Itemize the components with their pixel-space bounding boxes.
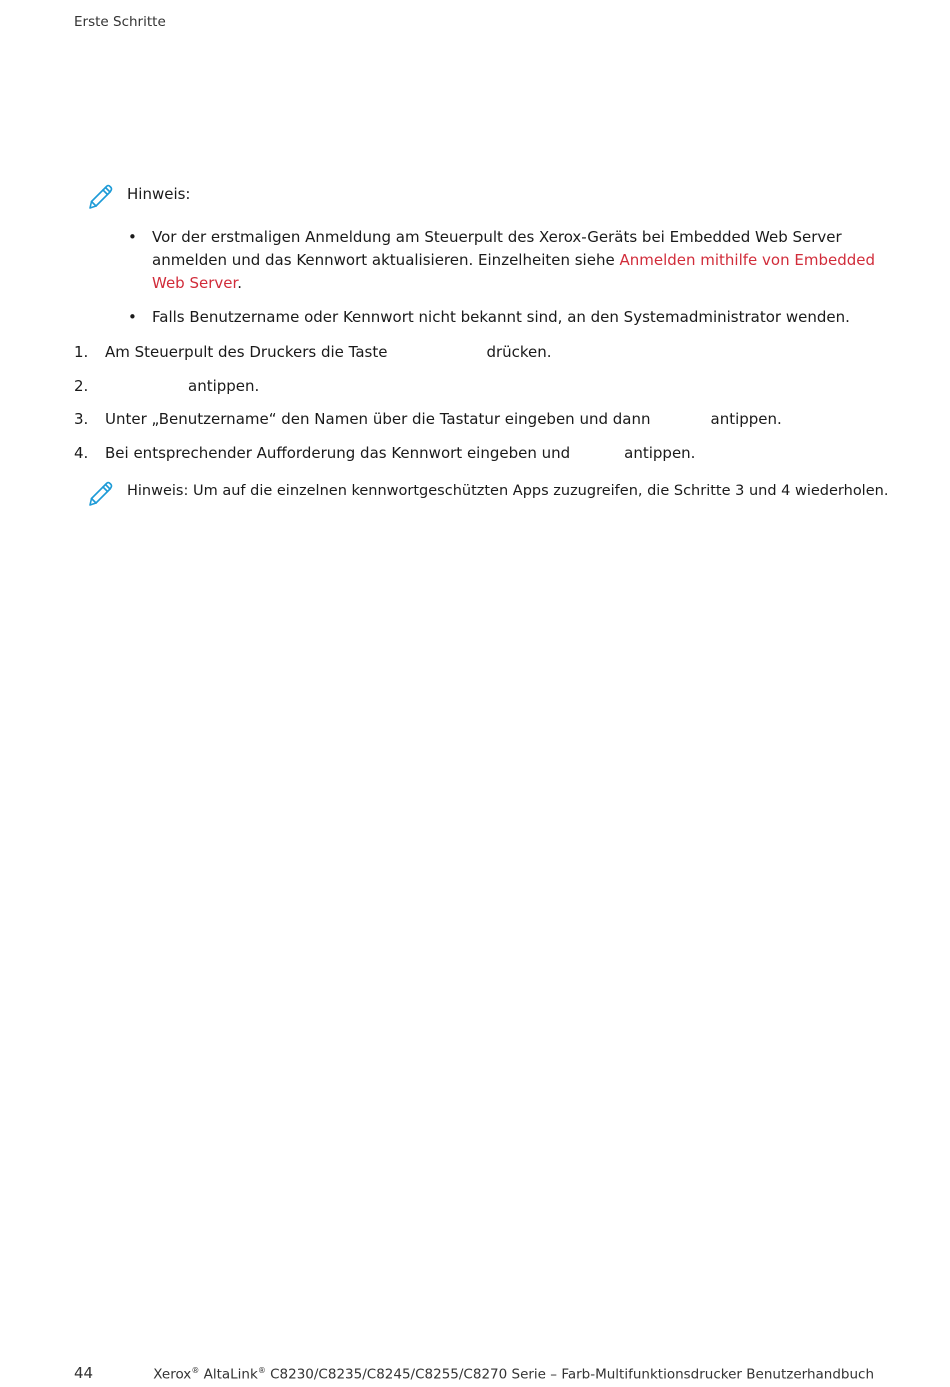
bullet-text-end: . — [237, 274, 243, 292]
step-number: 1. — [74, 343, 89, 361]
bullet-text: Vor der erstmaligen Anmeldung am Steuerpult des Xerox-Geräts bei Embedded Web Server anmelden und das Kennwort aktualisieren. Einzelheiten siehe — [152, 228, 842, 269]
note-bullet — [128, 306, 878, 329]
product-name: AltaLink — [203, 1366, 258, 1383]
bullet-dot: • — [128, 308, 137, 326]
running-header: Erste Schritte — [74, 14, 166, 30]
step-number: 3. — [74, 410, 89, 428]
note-label: Hinweis: — [127, 185, 191, 203]
step-text: Unter „Benutzername“ den Namen über die Tastatur eingeben und dann — [105, 410, 651, 428]
brand-name: Xerox — [153, 1366, 192, 1383]
registered-mark: ® — [257, 1366, 266, 1375]
step-text: Am Steuerpult des Druckers die Taste — [105, 343, 388, 361]
page-number: 44 — [74, 1364, 94, 1382]
step-2 — [74, 375, 259, 397]
note-text: Hinweis: Um auf die einzelnen kennwortgeschützten Apps zuzugreifen, die Schritte 3 und 4 wiederholen. — [127, 483, 889, 499]
step-text-end: antippen. — [710, 410, 782, 428]
step-3 — [74, 408, 782, 430]
document-title — [153, 1366, 874, 1383]
bullet-dot: • — [128, 228, 137, 246]
step-1 — [74, 341, 552, 363]
step-text-end: antippen. — [188, 377, 260, 395]
step-text-end: antippen. — [624, 444, 696, 462]
pencil-icon — [86, 480, 114, 508]
document-title-rest: C8230/C8235/C8245/C8255/C8270 Serie – Farb-Multifunktionsdrucker Benutzerhandbuch — [265, 1366, 874, 1383]
step-4 — [74, 442, 695, 464]
registered-mark: ® — [191, 1366, 200, 1375]
pencil-icon — [86, 183, 114, 211]
note-hint-repeat — [86, 480, 888, 508]
bullet-text: Falls Benutzername oder Kennwort nicht bekannt sind, an den Systemadministrator wenden. — [152, 308, 850, 326]
step-number: 2. — [74, 377, 89, 395]
embedded-web-server-link[interactable]: Anmelden mithilfe von Embedded Web Server — [152, 251, 876, 292]
note-hint — [86, 183, 191, 211]
note-bullet — [128, 226, 878, 295]
step-text: Bei entsprechender Aufforderung das Kennwort eingeben und — [105, 444, 571, 462]
step-text-end: drücken. — [486, 343, 552, 361]
step-number: 4. — [74, 444, 89, 462]
